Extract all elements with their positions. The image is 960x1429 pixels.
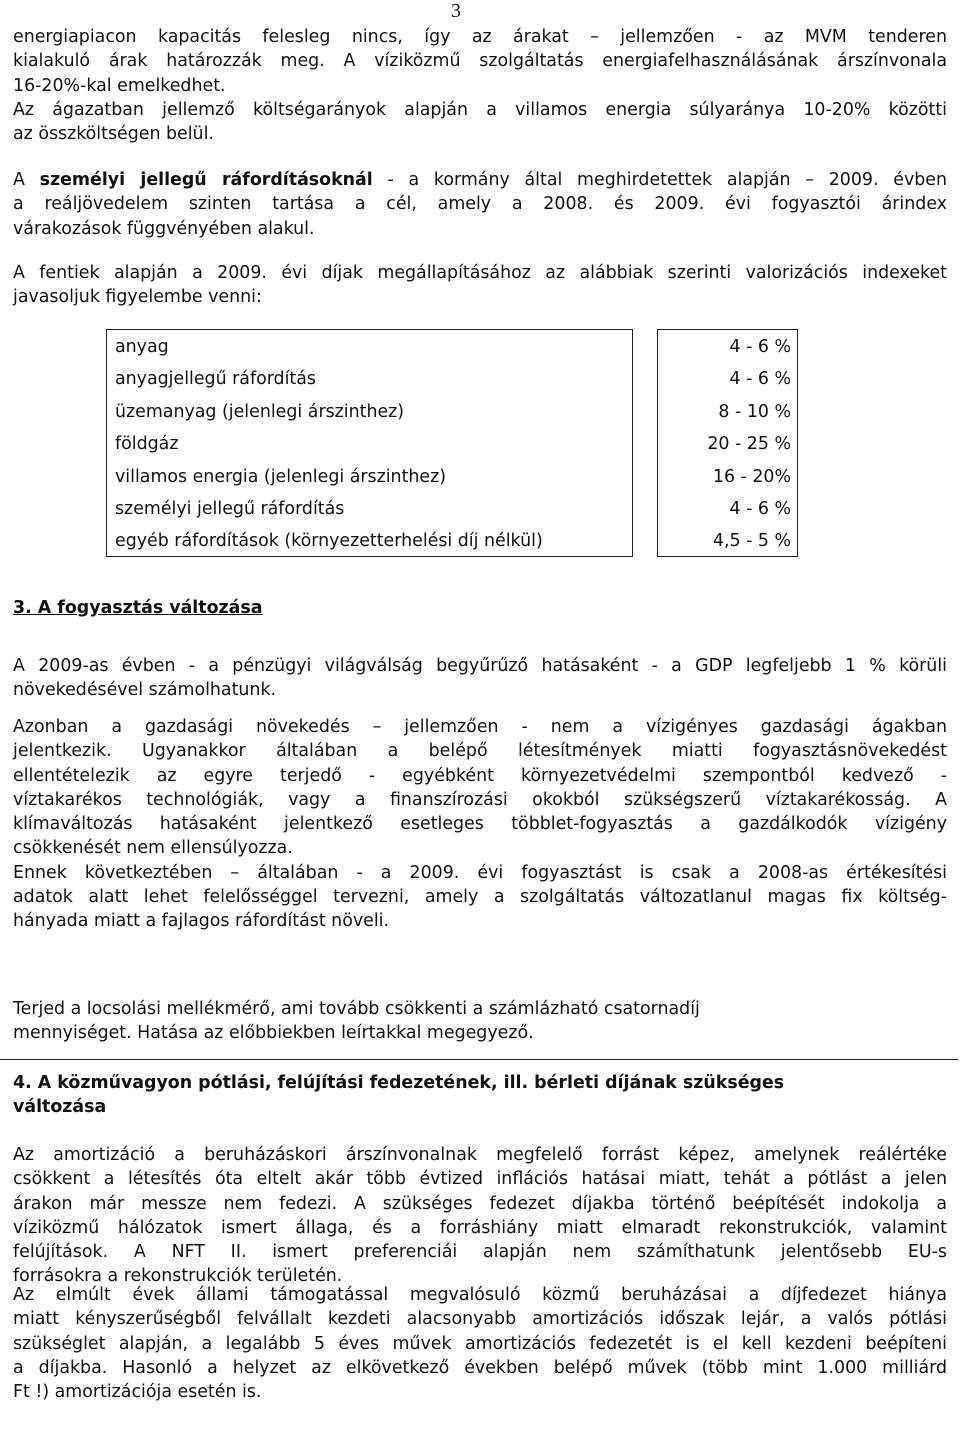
text-line: a díjakba. Hasonló a helyzet az elkövetkező években belépő művek (több mint 1.000 milliárd xyxy=(13,1357,947,1378)
consumption-paragraph xyxy=(13,715,947,934)
text-line: A 2009-as évben - a pénzügyi világválság begyűrűző hatásaként - a GDP legfeljebb 1 % körüli xyxy=(13,656,947,676)
text-line: Az ágazatban jellemző költségarányok alapján a villamos energia súlyaránya 10-20% közötti xyxy=(13,100,947,120)
text-line: Azonban a gazdasági növekedés – jellemzően - nem a vízigényes gazdasági ágakban xyxy=(13,717,947,737)
amortization-paragraph xyxy=(13,1143,947,1289)
section-divider xyxy=(0,1059,958,1060)
index-table-value: 4 - 6 % xyxy=(729,369,791,390)
text-line: Terjed a locsolási mellékmérő, ami tovább csökkenti a számlázható csatornadíj xyxy=(13,999,700,1019)
text-line: klímaváltozás hatásaként jelentkező esetleges többlet-fogyasztás a gazdálkodók vízigény xyxy=(13,814,947,835)
index-table-label: anyagjellegű ráfordítás xyxy=(115,369,316,390)
text-line: növekedésével számolhatunk. xyxy=(13,680,277,701)
text-line: várakozások függvényében alakul. xyxy=(13,218,315,239)
text-line: felújítások. A NFT II. ismert preferenciái alapján nem számíthatunk jelentősebb EU-s xyxy=(13,1242,947,1263)
text-line: csökkent a létesítés óta eltelt akár több évtized inflációs hatásai miatt, tehát a pótlást a jelen xyxy=(13,1169,947,1190)
index-table-value: 4 - 6 % xyxy=(729,499,791,519)
text-line: Az amortizáció a beruházáskori árszínvonalnak megfelelő forrást képez, amelynek reálértéke xyxy=(13,1145,947,1165)
text-line: adatok alatt lehet felelősséggel tervezni, amely a szolgáltatás változatlanul magas fix költség- xyxy=(13,887,947,908)
index-table-label: anyag xyxy=(115,337,169,357)
text-line: víztakarékos technológiák, vagy a finanszírozási okokból szükségszerű víztakarékosság. A xyxy=(13,789,947,810)
index-table-label: villamos energia (jelenlegi árszinthez) xyxy=(115,466,447,487)
text-line: szükséglet alapján, a legalább 5 éves művek amortizációs fedezetét is el kell kezdeni beépíteni xyxy=(13,1333,947,1354)
text-line: jelentkezik. Ugyanakkor általában a belépő létesítmények miatti fogyasztásnövekedést xyxy=(13,741,947,762)
text-line: miatt kényszerűségből felvállalt kezdeti alacsonyabb amortizációs időszak lejár, a valós pótlási xyxy=(13,1309,947,1330)
text-line: Az elmúlt évek állami támogatással megvalósuló közmű beruházásai a díjfedezet hiánya xyxy=(13,1285,947,1305)
section-heading: 4. A közművagyon pótlási, felújítási fedezetének, ill. bérleti díjának szükséges xyxy=(13,1073,785,1093)
index-table-label: személyi jellegű ráfordítás xyxy=(115,499,345,519)
bold-term: személyi jellegű ráfordításoknál xyxy=(39,170,373,190)
text-line: forrásokra a rekonstrukciók területén. xyxy=(13,1266,343,1287)
text-line: Ennek következtében – általában - a 2009. évi fogyasztást is csak a 2008-as értékesítési xyxy=(13,862,947,883)
text-line: csökkenését nem ellensúlyozza. xyxy=(13,838,293,859)
section-heading: változása xyxy=(13,1097,107,1118)
index-table-value: 20 - 25 % xyxy=(707,434,791,455)
text-line: az összköltségen belül. xyxy=(13,124,214,145)
text-line: a reáljövedelem szinten tartása a cél, amely a 2008. és 2009. évi fogyasztói árindex xyxy=(13,194,947,215)
text-fragment: A xyxy=(13,170,40,190)
index-table-value: 4,5 - 5 % xyxy=(712,531,791,552)
index-table-label: üzemanyag (jelenlegi árszinthez) xyxy=(115,401,405,422)
text-line: energiapiacon kapacitás felesleg nincs, így az árakat – jellemzően - az MVM tenderen xyxy=(13,27,947,47)
text-line: hányada miatt a fajlagos ráfordítást növeli. xyxy=(13,911,390,932)
section-4-heading-block xyxy=(13,1071,947,1120)
index-table-label: egyéb ráfordítások (környezetterhelési díj nélkül) xyxy=(115,531,543,552)
proposal-paragraph xyxy=(13,261,947,310)
page-number: 3 xyxy=(451,0,461,22)
section-3-heading-block xyxy=(13,596,947,620)
index-table-value: 4 - 6 % xyxy=(729,337,791,357)
index-table-value: 16 - 20% xyxy=(712,466,791,487)
text-line: A fentiek alapján a 2009. évi díjak megállapításához az alábbiak szerinti valorizációs indexeket xyxy=(13,263,947,283)
text-line: árakon már messze nem fedezi. A szükséges fedezet díjakba történő beépítését indokolja a xyxy=(13,1193,947,1214)
text-fragment: - a kormány által meghirdetettek alapján – 2009. évben xyxy=(372,170,948,190)
personal-costs-paragraph xyxy=(13,168,947,241)
text-line: mennyiséget. Hatása az előbbiekben leírtakkal megegyező. xyxy=(13,1023,534,1044)
text-line: Ft !) amortizációja esetén is. xyxy=(13,1382,262,1403)
text-line: víziközmű hálózatok ismert állaga, és a forráshiány miatt elmaradt rekonstrukciók, valamint xyxy=(13,1217,947,1238)
text-line: 16-20%-kal emelkedhet. xyxy=(13,75,226,96)
text-line xyxy=(13,168,947,192)
irrigation-meter-paragraph xyxy=(13,997,947,1046)
intro-paragraph xyxy=(13,25,947,98)
section-heading: 3. A fogyasztás változása xyxy=(13,598,263,618)
state-support-paragraph xyxy=(13,1283,947,1404)
index-table-value: 8 - 10 % xyxy=(718,401,791,422)
text-line: javasoljuk figyelembe venni: xyxy=(13,287,262,308)
gdp-paragraph xyxy=(13,654,947,703)
text-line: ellentételezik az egyre terjedő - egyébként környezetvédelmi szempontból kedvező - xyxy=(13,765,947,786)
index-table-label: földgáz xyxy=(115,434,179,455)
text-line: kialakuló árak határozzák meg. A víziközmű szolgáltatás energiafelhasználásának árszínvonala xyxy=(13,51,947,72)
cost-ratio-paragraph xyxy=(13,98,947,147)
